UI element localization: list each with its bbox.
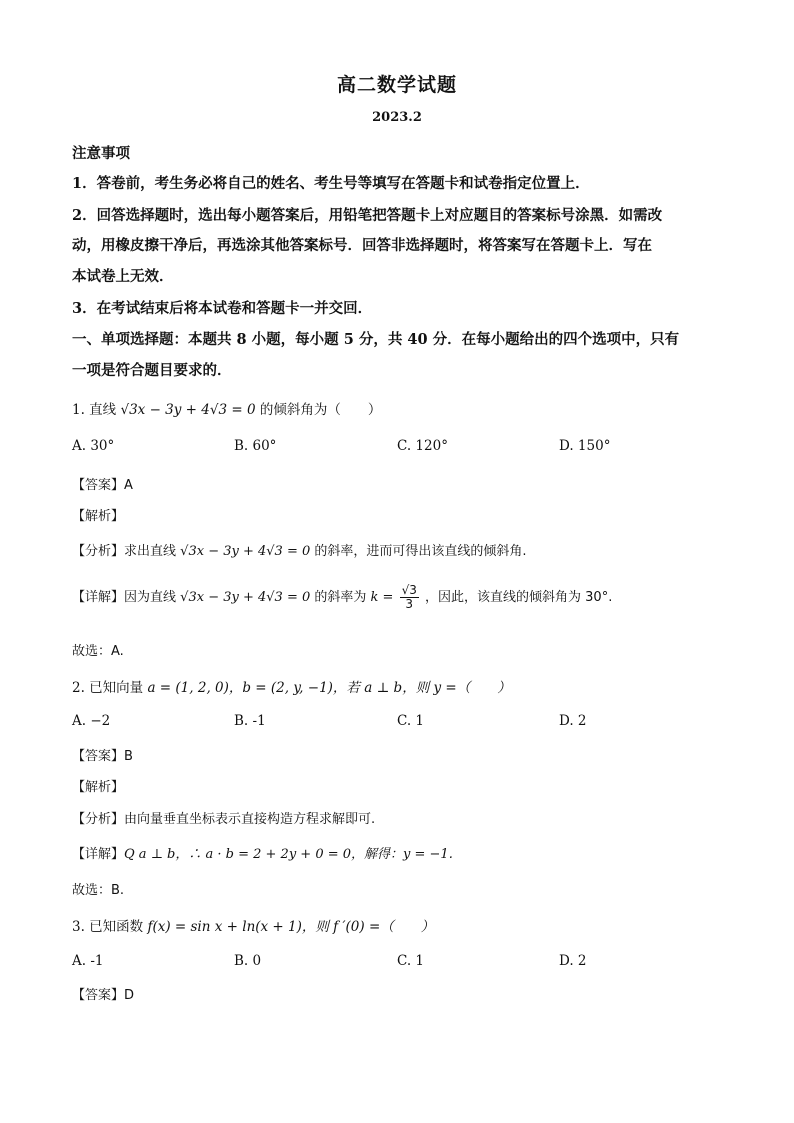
question-1-option-c: C. 120° (397, 438, 448, 454)
section-1-heading-line-2: 一项是符合题目要求的． (72, 362, 232, 379)
question-1-option-a: A. 30° (72, 438, 115, 454)
question-3-stem (72, 915, 732, 935)
section-1-heading-line-1: 一、单项选择题：本题共 8 小题，每小题 5 分，共 40 分．在每小题给出的四个选项中，只有 (72, 331, 680, 348)
question-2-stem (72, 676, 732, 696)
detail-tag: 【详解】 (72, 847, 125, 862)
answer-tag: 【答案】 (72, 749, 125, 764)
answer-value: A (124, 478, 133, 493)
question-2-choose: 故选：B. (72, 883, 125, 898)
notice-item-1: 1．答卷前，考生务必将自己的姓名、考生号等填写在答题卡和试卷指定位置上． (72, 175, 590, 192)
answer-value: D (124, 988, 135, 1003)
exam-date: 2023.2 (372, 110, 422, 125)
question-1-suffix: 的倾斜角为（ ） (259, 402, 382, 418)
question-3-prefix: 3. 已知函数 (72, 919, 144, 935)
question-1-analysis (72, 540, 732, 559)
slope-numerator: √3 (401, 583, 417, 597)
analysis-pre: 求出直线 (124, 544, 177, 559)
analysis-post: 的斜率，进而可得出该直线的倾斜角. (314, 544, 527, 559)
question-3-option-c: C. 1 (397, 953, 425, 969)
question-2-expression: a = (1, 2, 0)，b = (2, y, −1)，若 a ⊥ b，则 y =（ ） (147, 680, 511, 696)
question-1-choose: 故选：A. (72, 644, 124, 659)
detail-pre: 因为直线 (124, 590, 177, 606)
answer-value: B (124, 749, 133, 764)
notice-item-2-line-3: 本试卷上无效． (72, 268, 174, 285)
detail-expression: Q a ⊥ b，∴ a · b = 2 + 2y + 0 = 0，解得：y = −1. (124, 847, 453, 862)
notice-item-3: 3．在考试结束后将本试卷和答题卡一并交回． (72, 300, 373, 317)
question-2-answer (72, 745, 732, 764)
question-1-answer (72, 474, 732, 493)
question-1-option-d: D. 150° (559, 438, 611, 454)
slope-label: k = (370, 590, 394, 606)
answer-tag: 【答案】 (72, 478, 125, 493)
question-1-stem (72, 398, 732, 418)
question-2-option-d: D. 2 (559, 713, 587, 729)
question-3-option-a: A. -1 (72, 953, 104, 969)
question-3-option-b: B. 0 (234, 953, 262, 969)
analysis-equation: √3x − 3y + 4√3 = 0 (180, 544, 311, 559)
detail-equation: √3x − 3y + 4√3 = 0 (180, 590, 311, 606)
notice-heading: 注意事项 (72, 145, 130, 162)
analysis-text: 由向量垂直坐标表示直接构造方程求解即可. (124, 812, 376, 827)
question-1-detail (72, 584, 732, 611)
question-3-option-d: D. 2 (559, 953, 587, 969)
question-1-equation: √3x − 3y + 4√3 = 0 (120, 402, 256, 418)
question-3-expression: f(x) = sin x + ln(x + 1)，则 f ′(0) =（ ） (147, 919, 435, 935)
question-2-detail (72, 843, 732, 862)
detail-post: ，因此，该直线的倾斜角为 30°. (425, 590, 613, 606)
answer-tag: 【答案】 (72, 988, 125, 1003)
analysis-tag: 【分析】 (72, 812, 125, 827)
question-1-jiexi-tag: 【解析】 (72, 509, 125, 524)
question-2-jiexi-tag: 【解析】 (72, 780, 125, 795)
question-1-option-b: B. 60° (234, 438, 277, 454)
question-2-option-a: A. −2 (72, 713, 111, 729)
slope-fraction (400, 584, 419, 611)
question-2-prefix: 2. 已知向量 (72, 680, 144, 696)
question-2-analysis (72, 808, 732, 827)
detail-mid: 的斜率为 (314, 590, 367, 606)
question-2-option-c: C. 1 (397, 713, 425, 729)
page-title: 高二数学试题 (336, 74, 457, 96)
slope-denominator: 3 (405, 597, 414, 612)
detail-tag: 【详解】 (72, 590, 125, 606)
analysis-tag: 【分析】 (72, 544, 125, 559)
notice-item-2-line-2: 动，用橡皮擦干净后，再选涂其他答案标号．回答非选择题时，将答案写在答题卡上．写在 (72, 237, 652, 254)
question-1-prefix: 1. 直线 (72, 402, 117, 418)
question-3-answer (72, 984, 732, 1003)
notice-item-2-line-1: 2．回答选择题时，选出每小题答案后，用铅笔把答题卡上对应题目的答案标号涂黑．如需改 (72, 207, 663, 224)
question-2-option-b: B. -1 (234, 713, 266, 729)
